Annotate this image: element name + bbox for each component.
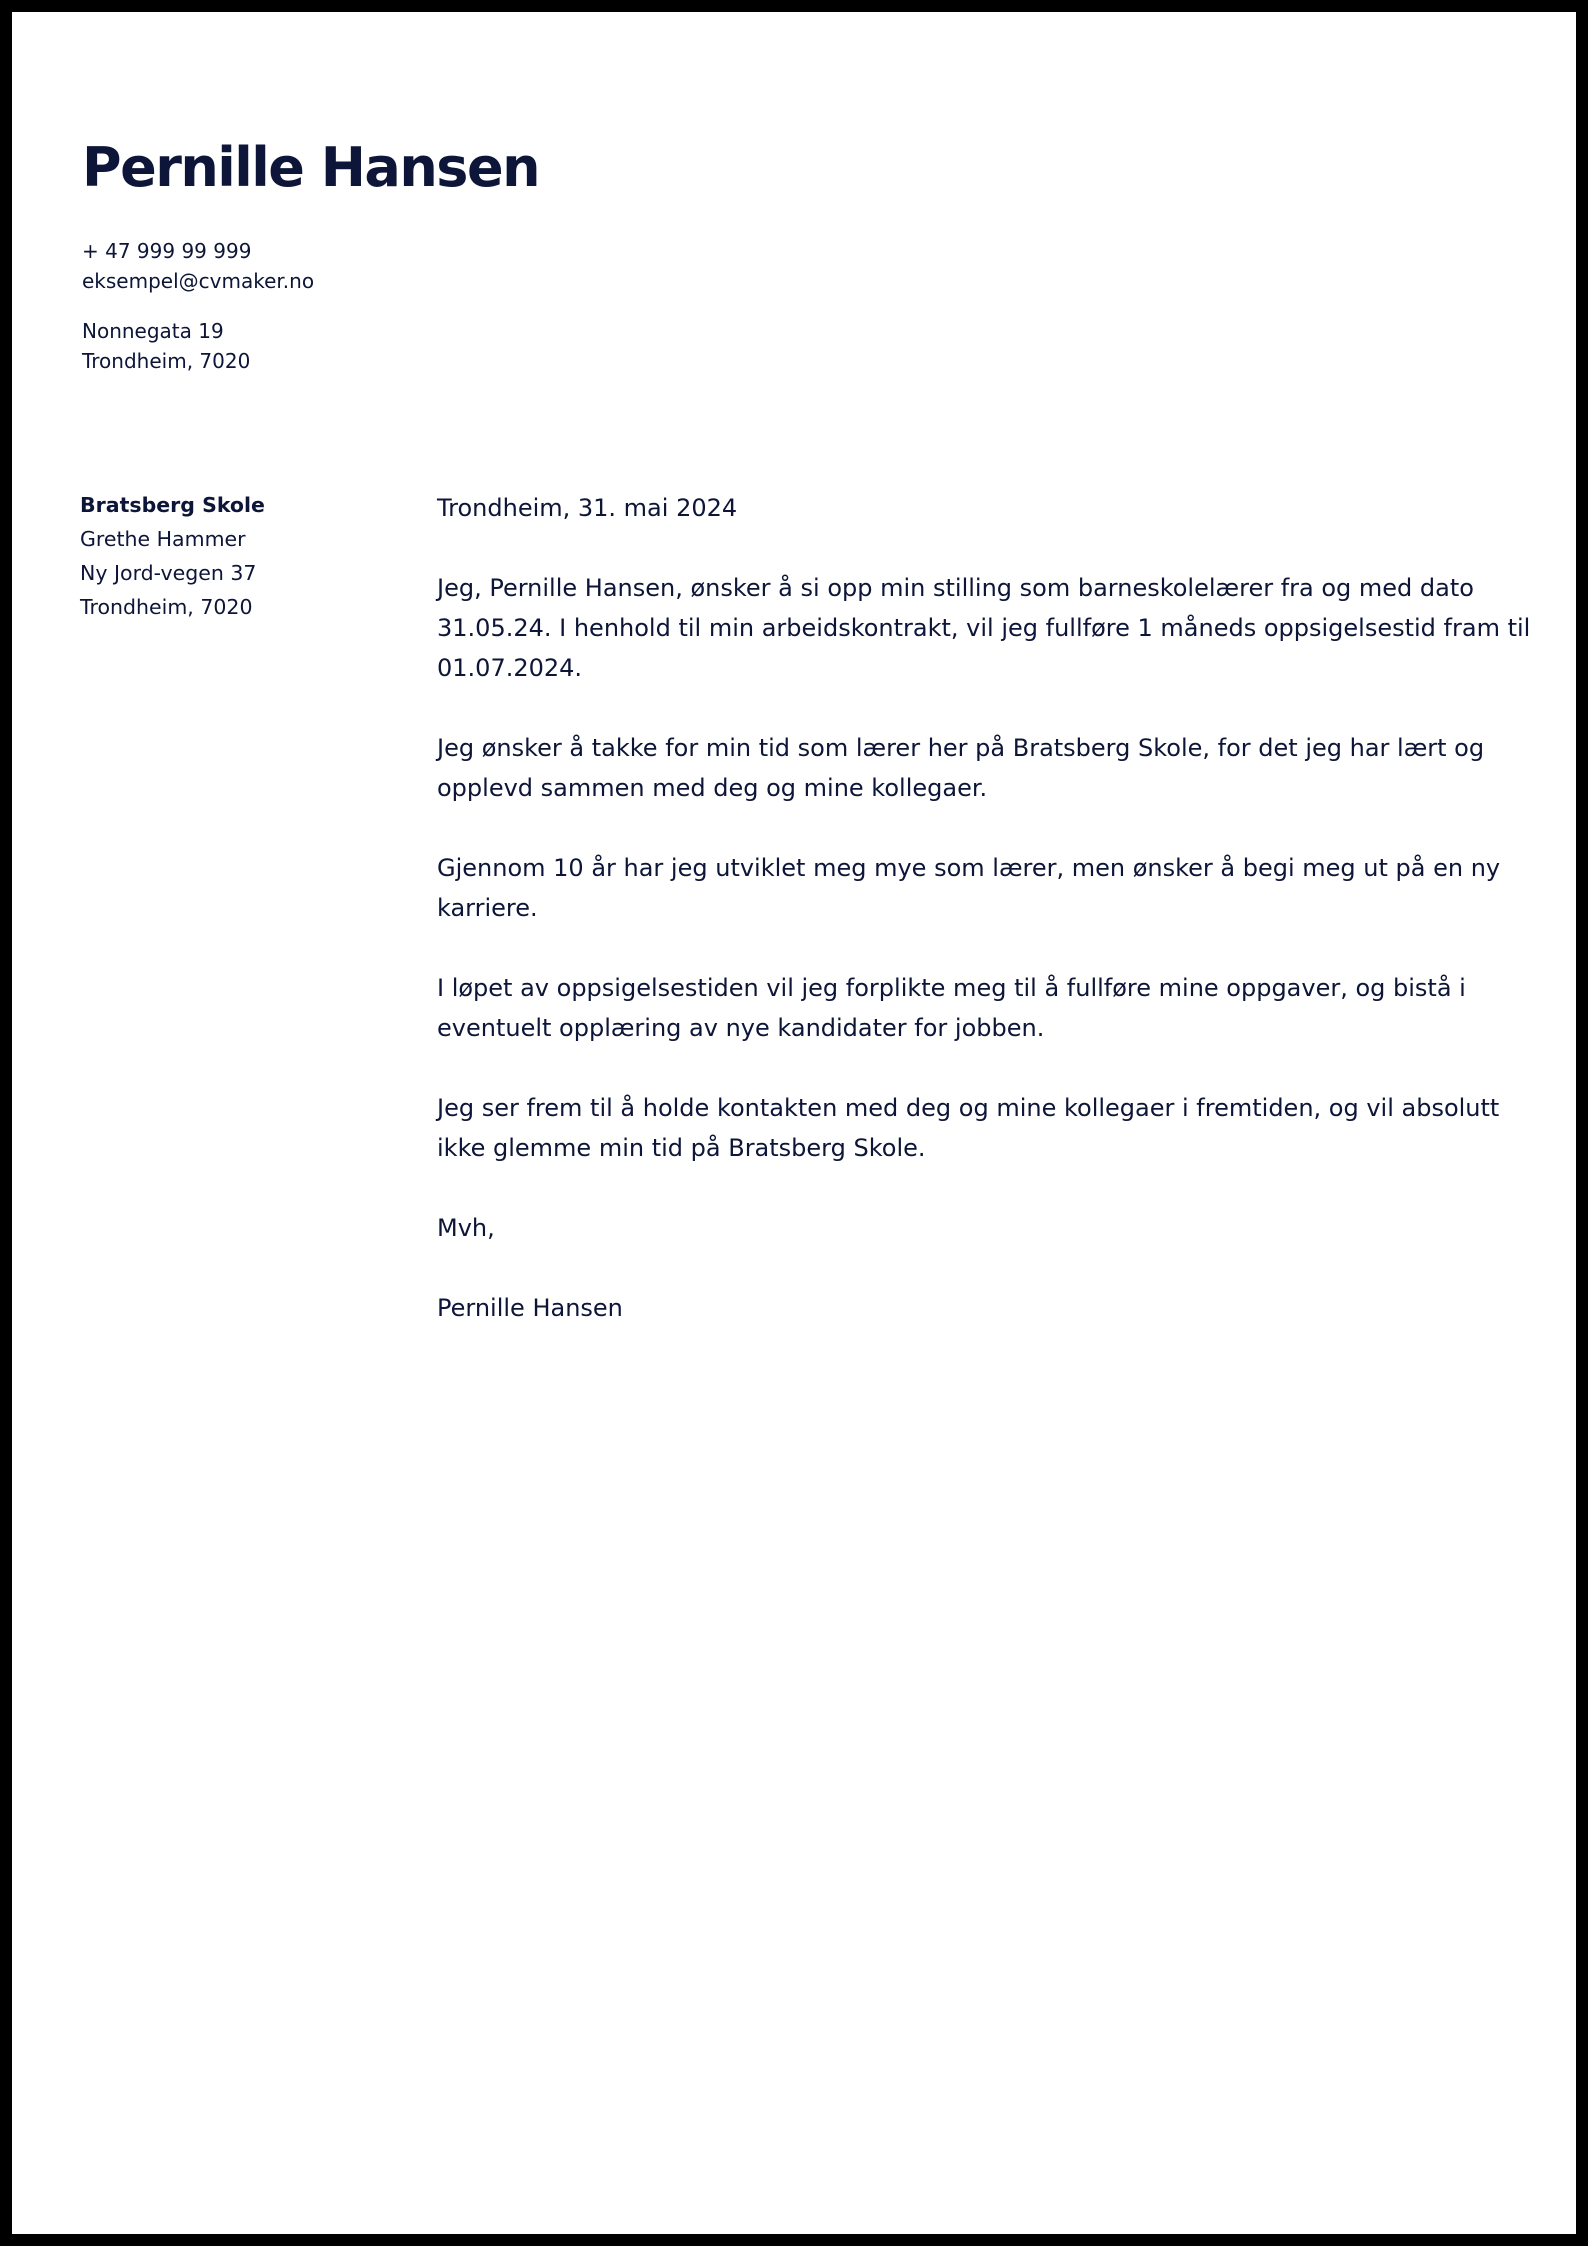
paragraph-line: karriere. bbox=[437, 894, 538, 922]
paragraph-line: opplevd sammen med deg og mine kollegaer. bbox=[437, 774, 988, 802]
sender-contact-block bbox=[82, 236, 314, 296]
sender-street: Nonnegata 19 bbox=[82, 319, 224, 343]
recipient-block bbox=[80, 488, 265, 624]
paragraph-line: Jeg ønsker å takke for min tid som lærer her på Bratsberg Skole, for det jeg har lært og bbox=[437, 734, 1485, 762]
sender-phone: + 47 999 99 999 bbox=[82, 239, 252, 263]
paragraph-line: Jeg, Pernille Hansen, ønsker å si opp min stilling som barneskolelærer fra og med dato bbox=[437, 574, 1474, 602]
letter-paragraph-4 bbox=[437, 968, 1517, 1048]
paragraph-line: ikke glemme min tid på Bratsberg Skole. bbox=[437, 1134, 926, 1162]
sender-email: eksempel@cvmaker.no bbox=[82, 269, 315, 293]
recipient-contact: Grethe Hammer bbox=[80, 527, 246, 551]
letter-page bbox=[12, 12, 1576, 2234]
paragraph-line: I løpet av oppsigelsestiden vil jeg forplikte meg til å fullføre mine oppgaver, og bistå i bbox=[437, 974, 1466, 1002]
paragraph-line: Gjennom 10 år har jeg utviklet meg mye som lærer, men ønsker å begi meg ut på en ny bbox=[437, 854, 1501, 882]
recipient-street: Ny Jord-vegen 37 bbox=[80, 561, 257, 585]
letter-date: Trondheim, 31. mai 2024 bbox=[437, 494, 738, 522]
paragraph-line: Jeg ser frem til å holde kontakten med deg og mine kollegaer i fremtiden, og vil absolutt bbox=[437, 1094, 1500, 1122]
letter-paragraph-3 bbox=[437, 848, 1517, 928]
sender-name: Pernille Hansen bbox=[82, 136, 540, 199]
paragraph-line: 01.07.2024. bbox=[437, 654, 583, 682]
recipient-company: Bratsberg Skole bbox=[80, 493, 265, 517]
letter-paragraph-2 bbox=[437, 728, 1517, 808]
sender-address-block bbox=[82, 316, 250, 376]
letter-body bbox=[437, 488, 1531, 1368]
paragraph-line: eventuelt opplæring av nye kandidater for jobben. bbox=[437, 1014, 1045, 1042]
letter-closing: Mvh, bbox=[437, 1214, 495, 1242]
recipient-city-zip: Trondheim, 7020 bbox=[80, 595, 253, 619]
letter-paragraph-5 bbox=[437, 1088, 1517, 1168]
sender-city-zip: Trondheim, 7020 bbox=[82, 349, 251, 373]
letter-paragraph-1 bbox=[437, 568, 1531, 688]
paragraph-line: 31.05.24. I henhold til min arbeidskontrakt, vil jeg fullføre 1 måneds oppsigelsestid fram til bbox=[437, 614, 1531, 642]
letter-signature: Pernille Hansen bbox=[437, 1294, 623, 1322]
